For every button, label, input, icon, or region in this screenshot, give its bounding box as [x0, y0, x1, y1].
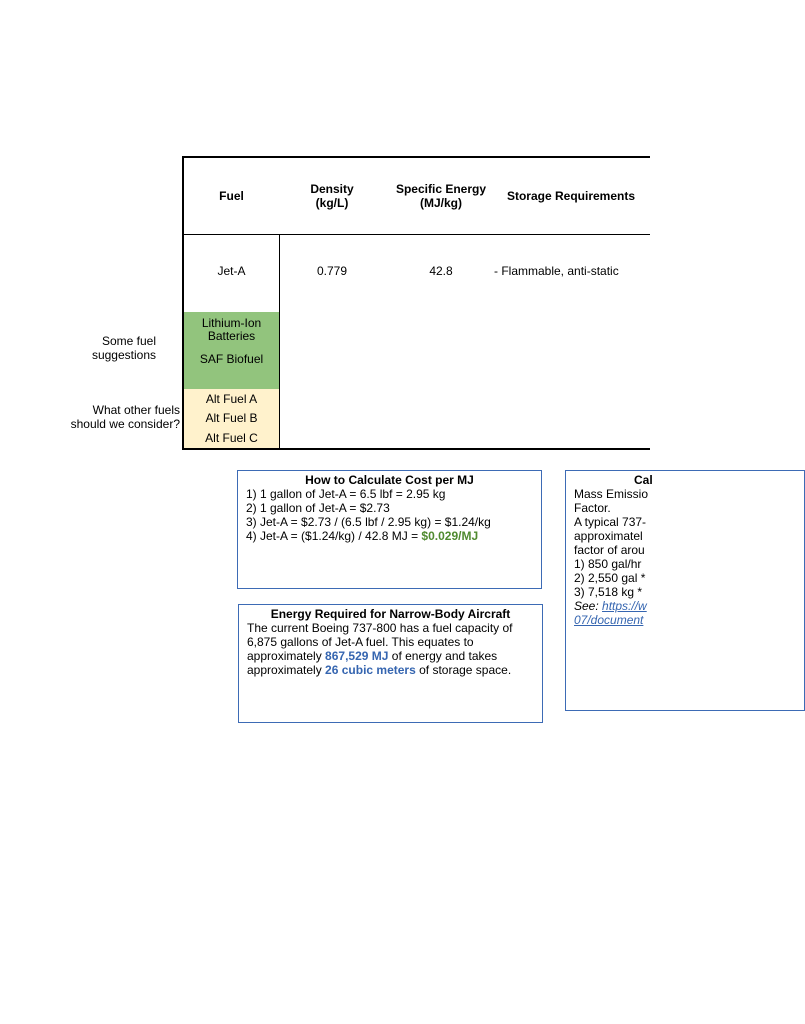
emissions-line-5: factor of arou	[574, 543, 645, 557]
alt-fuel-a: Alt Fuel A	[205, 391, 258, 406]
fuel-table	[182, 156, 650, 450]
header-density: Density (kg/L)	[310, 182, 354, 210]
suggestion-saf-biofuel: SAF Biofuel	[199, 352, 264, 366]
storage-volume-value: 26 cubic meters	[325, 663, 416, 677]
alt-fuel-c: Alt Fuel C	[205, 431, 258, 445]
header-storage-requirements: Storage Requirements	[506, 189, 636, 203]
cell-jet-a-storage: - Flammable, anti-static	[494, 264, 619, 278]
side-note-alt-fuels: What other fuels should we consider?	[70, 403, 180, 431]
emissions-box-clip	[565, 470, 653, 712]
header-specific-energy: Specific Energy (MJ/kg)	[395, 182, 487, 210]
alt-fuel-b: Alt Fuel B	[205, 411, 258, 425]
reference-link-part-1[interactable]: https://w	[602, 599, 647, 613]
energy-text-part-2: of energy and takes approximately	[247, 649, 498, 677]
emissions-box	[565, 470, 805, 711]
emissions-line-8: 3) 7,518 kg *	[574, 585, 643, 599]
cost-step-3: 3) Jet-A = $2.73 / (6.5 lbf / 2.95 kg) = $1.24/kg	[246, 515, 491, 529]
cost-per-mj-box	[237, 470, 542, 589]
cost-step-1: 1) 1 gallon of Jet-A = 6.5 lbf = 2.95 kg	[246, 487, 446, 501]
cell-jet-a-density: 0.779	[316, 264, 348, 278]
reference-link-part-2[interactable]: 07/document	[574, 613, 644, 627]
energy-required-box	[238, 604, 543, 723]
table-bottom-border	[182, 448, 650, 450]
cost-box-title: How to Calculate Cost per MJ	[305, 473, 474, 487]
cost-per-mj-result: $0.029/MJ	[421, 529, 479, 543]
energy-box-text	[247, 621, 534, 677]
cell-jet-a-fuel: Jet-A	[217, 264, 246, 278]
suggestion-lithium-ion: Lithium-Ion Batteries	[201, 316, 262, 343]
emissions-line-6: 1) 850 gal/hr	[574, 557, 642, 571]
emissions-line-2: Factor.	[574, 501, 611, 515]
cell-jet-a-specific-energy: 42.8	[429, 264, 453, 278]
cost-step-2: 2) 1 gallon of Jet-A = $2.73	[246, 501, 390, 515]
emissions-see-line	[574, 599, 796, 613]
energy-value: 867,529 MJ	[325, 649, 389, 663]
header-fuel: Fuel	[219, 189, 244, 203]
energy-box-title: Energy Required for Narrow-Body Aircraft	[270, 607, 511, 621]
emissions-line-4: approximatel	[574, 529, 643, 543]
energy-text-part-1: The current Boeing 737-800 has a fuel capacity of 6,875 gallons of Jet-A fuel. This equates to approximately	[247, 621, 513, 663]
see-label: See:	[574, 599, 603, 613]
fuel-column-divider	[279, 234, 280, 448]
cost-step-4-formula: 4) Jet-A = ($1.24/kg) / 42.8 MJ =	[246, 529, 422, 543]
energy-text-part-3: of storage space.	[415, 663, 512, 677]
emissions-line-7: 2) 2,550 gal *	[574, 571, 646, 585]
cost-step-4	[246, 529, 533, 543]
emissions-box-title: Cal	[634, 473, 653, 487]
emissions-line-3: A typical 737-	[574, 515, 647, 529]
emissions-line-1: Mass Emissio	[574, 487, 649, 501]
side-note-suggestions: Some fuel suggestions	[91, 334, 156, 362]
